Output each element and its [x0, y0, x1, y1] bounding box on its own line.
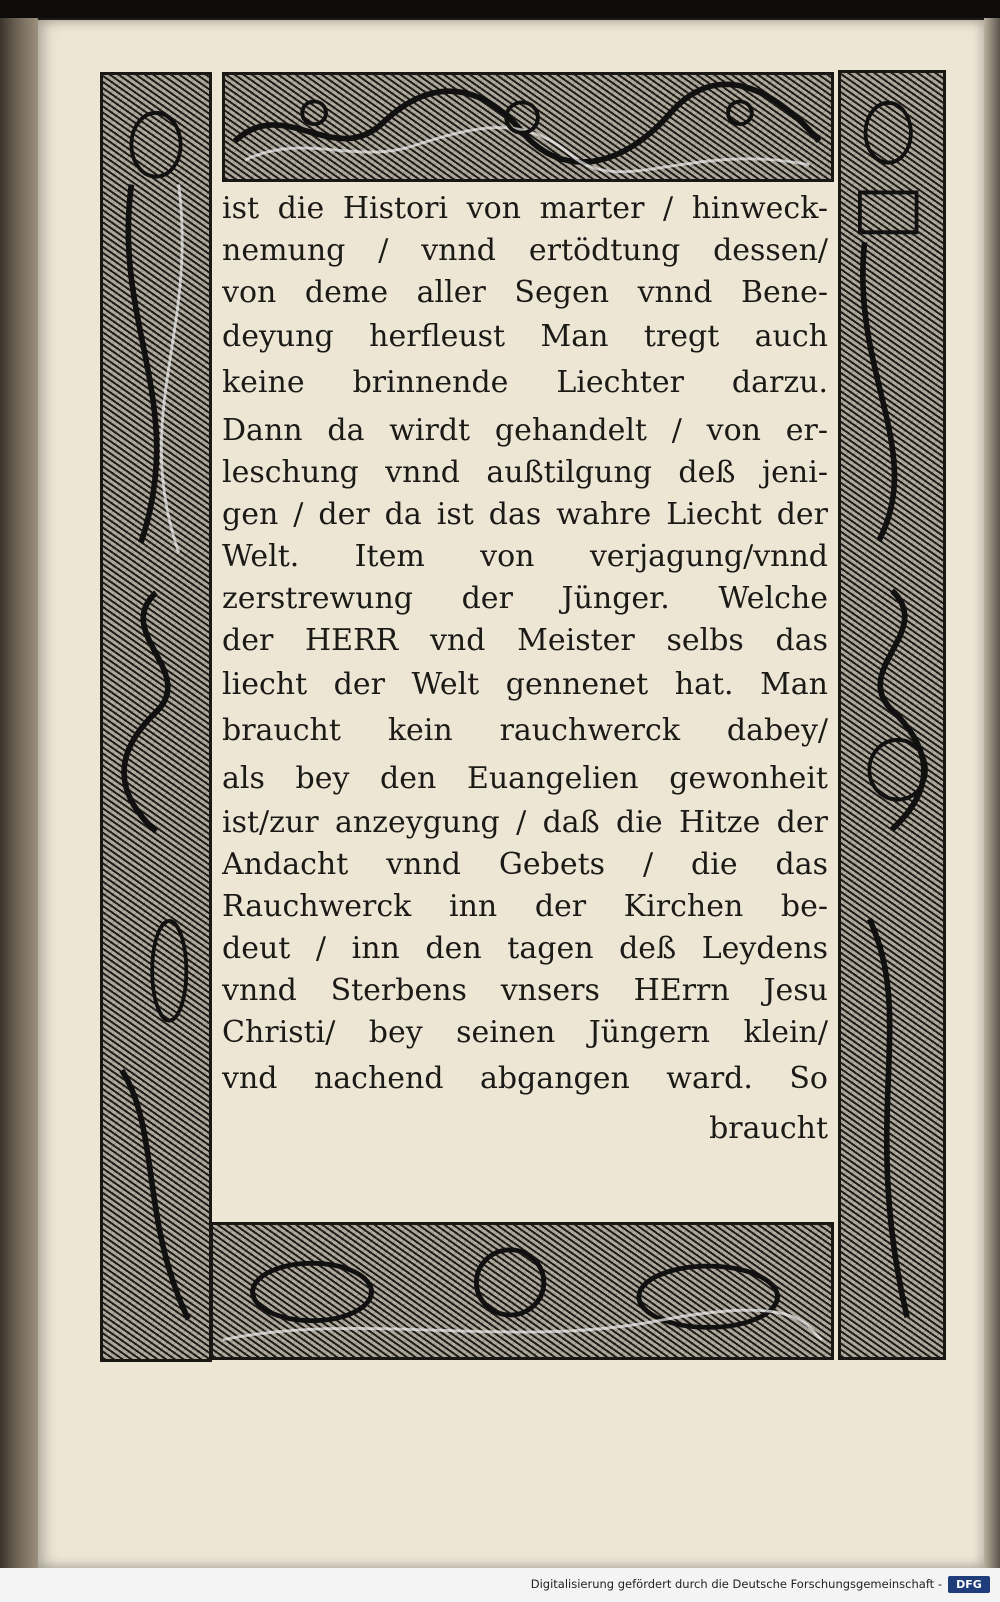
text-line: deut / inn den tagen deß Leydens	[222, 931, 828, 966]
text-line: vnd nachend abgangen ward. So	[222, 1061, 828, 1096]
text-line: Dann da wirdt gehandelt / von er-	[222, 413, 828, 448]
figure-ornament-icon	[103, 75, 209, 1359]
text-line: leschung vnnd außtilgung deß jeni-	[222, 455, 828, 490]
saint-ornament-icon	[841, 73, 943, 1357]
text-line: als bey den Euangelien gewonheit	[222, 761, 828, 796]
text-line: deyung herfleust Man tregt auch	[222, 319, 828, 354]
book-spine	[0, 18, 38, 1568]
text-line: Andacht vnnd Gebets / die das	[222, 847, 828, 882]
text-line: Christi/ bey seinen Jüngern klein/	[222, 1015, 828, 1050]
text-line: vnnd Sterbens vnsers HErrn Jesu	[222, 973, 828, 1008]
woodcut-border-right	[838, 70, 946, 1360]
text-line: keine brinnende Liechter darzu.	[222, 365, 828, 400]
catchword: braucht	[709, 1111, 828, 1146]
scan-background-top	[0, 0, 1000, 18]
text-line: Rauchwerck inn der Kirchen be-	[222, 889, 828, 924]
text-line: Welt. Item von verjagung/vnnd	[222, 539, 828, 574]
text-line: nemung / vnnd ertödtung dessen/	[222, 233, 828, 268]
text-line: ist die Histori von marter / hinweck-	[222, 191, 828, 226]
cherub-ornament-icon	[213, 1225, 831, 1357]
text-line: braucht kein rauchwerck dabey/	[222, 713, 828, 748]
woodcut-border-top	[222, 72, 834, 182]
text-line: der HERR vnd Meister selbs das	[222, 623, 828, 658]
text-line: von deme aller Segen vnnd Bene-	[222, 275, 828, 310]
woodcut-border-left	[100, 72, 212, 1362]
dfg-logo-icon: DFG	[948, 1576, 990, 1593]
page-edge	[984, 18, 1000, 1568]
woodcut-border-bottom	[210, 1222, 834, 1360]
text-line: ist/zur anzeygung / daß die Hitze der	[222, 805, 828, 840]
text-line: liecht der Welt gennenet hat. Man	[222, 667, 828, 702]
foliage-ornament-icon	[225, 75, 831, 179]
text-line: zerstrewung der Jünger. Welche	[222, 581, 828, 616]
text-line: gen / der da ist das wahre Liecht der	[222, 497, 828, 532]
digitization-footer	[0, 1568, 1000, 1602]
text-body	[222, 186, 828, 1216]
footer-credit: Digitalisierung gefördert durch die Deutsche Forschungsgemeinschaft -	[530, 1577, 942, 1591]
